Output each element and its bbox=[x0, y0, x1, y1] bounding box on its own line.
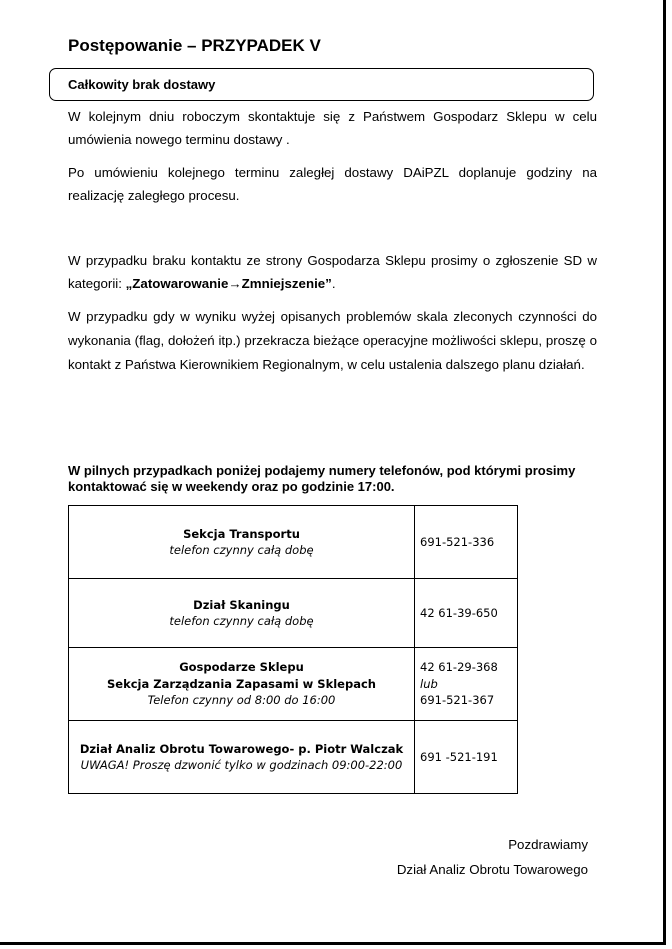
sd-request-text: W przypadku braku kontaktu ze strony Gospodarza Sklepu prosimy o zgłoszenie SD w kategorii: bbox=[68, 253, 597, 291]
phone-cell bbox=[415, 506, 518, 579]
department-name: Sekcja Transportu bbox=[183, 526, 300, 541]
department-hours: telefon czynny całą dobę bbox=[169, 614, 314, 628]
section-title: Całkowity brak dostawy bbox=[68, 77, 216, 92]
paragraph-regional-manager: W przypadku gdy w wyniku wyżej opisanych problemów skala zleconych czynności do wykonania (flag, dołożeń itp.) przekracza bieżące operacyjne możliwości sklepu, proszę o kontakt z Państwa Kierownikiem Regionalnym, w celu ustalenia dalszego planu działań. bbox=[68, 309, 597, 372]
phone-cell bbox=[415, 579, 518, 648]
phone-number: 42 61-39-650 bbox=[420, 605, 498, 620]
phone-cell bbox=[415, 721, 518, 794]
department-cell bbox=[69, 721, 415, 794]
table-row bbox=[69, 579, 518, 648]
sd-request-end: . bbox=[331, 276, 336, 291]
table-row bbox=[69, 506, 518, 579]
phone-or-label: lub bbox=[420, 676, 438, 691]
signature-department: Dział Analiz Obrotu Towarowego bbox=[396, 862, 588, 877]
paragraph-replanning: Po umówieniu kolejnego terminu zaległej dostawy DAiPZL doplanuje godziny na realizację zaległego procesu. bbox=[68, 165, 597, 203]
department-subname: Sekcja Zarządzania Zapasami w Sklepach bbox=[107, 676, 376, 691]
paragraph-contact-schedule: W kolejnym dniu roboczym skontaktuje się z Państwem Gospodarz Sklepu w celu umówienia nowego terminu dostawy . bbox=[68, 109, 597, 147]
paragraph-sd-request bbox=[68, 249, 597, 295]
sd-category: „Zatowarowanie→Zmniejszenie” bbox=[125, 276, 332, 291]
department-cell bbox=[69, 506, 415, 579]
contacts-table bbox=[68, 505, 518, 794]
signature-greeting: Pozdrawiamy bbox=[508, 837, 588, 852]
department-cell bbox=[69, 579, 415, 648]
phone-number: 691-521-336 bbox=[420, 534, 495, 549]
department-name: Dział Skaningu bbox=[193, 597, 290, 612]
page-title: Postępowanie – PRZYPADEK V bbox=[68, 36, 321, 55]
phone-number: 42 61-29-368 bbox=[420, 660, 498, 675]
phone-number-alt: 691-521-367 bbox=[420, 693, 495, 708]
department-hours: telefon czynny całą dobę bbox=[169, 543, 314, 557]
phone-number: 691 -521-191 bbox=[420, 749, 498, 764]
department-name: Gospodarze Sklepu bbox=[179, 660, 304, 675]
section-header-box bbox=[49, 68, 594, 101]
department-name: Dział Analiz Obrotu Towarowego- p. Piotr Walczak bbox=[79, 741, 404, 756]
department-hours: Telefon czynny od 8:00 do 16:00 bbox=[147, 693, 336, 708]
phone-cell bbox=[415, 648, 518, 721]
table-row bbox=[69, 721, 518, 794]
table-row bbox=[69, 648, 518, 721]
department-hours: UWAGA! Proszę dzwonić tylko w godzinach 09:00-22:00 bbox=[80, 758, 403, 772]
urgent-contacts-note: W pilnych przypadkach poniżej podajemy numery telefonów, pod którymi prosimy kontaktować się w weekendy oraz po godzinie 17:00. bbox=[68, 463, 576, 494]
department-cell bbox=[69, 648, 415, 721]
